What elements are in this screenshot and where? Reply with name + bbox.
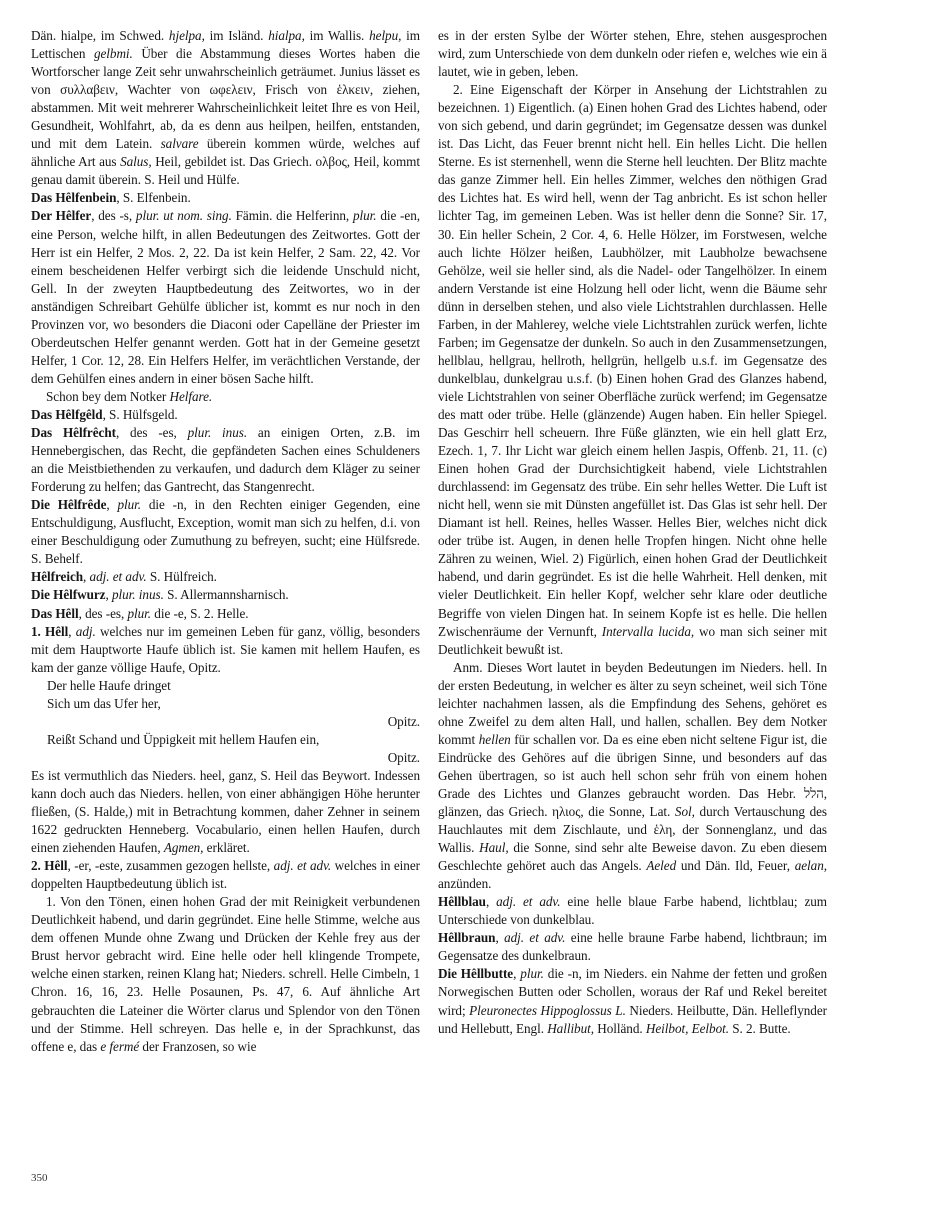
left-column-paragraph	[31, 695, 420, 713]
italic-text: helpu,	[369, 28, 402, 43]
left-column-paragraph	[31, 207, 420, 387]
text-run: ,	[495, 930, 505, 946]
headword: Der Hêlfer	[31, 208, 92, 224]
text-run: die -e, S. 2. Helle.	[151, 605, 249, 621]
left-column-paragraph	[31, 677, 420, 695]
headword: Das Hêll	[31, 605, 79, 621]
italic-text: hellen	[478, 731, 511, 747]
text-run: Dän. hialpe, im Schwed.	[31, 28, 169, 43]
italic-text: adj. et adv.	[89, 569, 147, 585]
italic-text: adj. et adv.	[273, 858, 332, 874]
text-run: Opitz.	[387, 713, 420, 729]
italic-text: Agmen,	[163, 840, 204, 856]
text-run: für schallen vor. Da es eine eben nicht seltene Figur ist, die Eindrücke des Gehöres auf die übrigen Sinne, und besonders auf das Gehen übertragen, so ist auch hell schon sehr früh von einem hohen Grade des Lichtes und Glanzes gebraucht worden. Das Hebr. הלל, glänzen, das Griech. ηλιος, die Sonne, Lat.	[438, 731, 827, 820]
italic-text: Heilbot, Eelbot.	[645, 1020, 729, 1036]
italic-text: plur.	[352, 208, 377, 224]
text-run: Heil, gebildet ist. Das Griech. ολβος, Heil, kommt genau damit überein. S. Heil und Hülfe.	[31, 154, 420, 188]
right-column-paragraph	[438, 659, 827, 894]
text-run: wo man sich seiner mit Deutlichkeit bewußt ist.	[438, 623, 827, 657]
left-column-paragraph	[31, 586, 420, 604]
left-column-paragraph	[31, 767, 420, 857]
text-run: überein kommen würde, welches auf ähnliche Art aus	[31, 136, 420, 170]
headword: Die Hêlfwurz	[31, 587, 106, 603]
italic-text: salvare	[160, 136, 199, 152]
text-run: , S. Hülfsgeld.	[102, 406, 178, 422]
text-run: und Dän. Ild, Feuer,	[676, 858, 795, 874]
headword: Hêllbraun	[438, 930, 496, 946]
italic-text: Haul,	[479, 840, 509, 856]
italic-text: gelbmi.	[93, 46, 133, 62]
text-run: anzünden.	[438, 876, 492, 892]
italic-text: hialpa,	[268, 28, 305, 43]
headword: 1. Hêll	[31, 623, 69, 639]
text-run: ,	[106, 497, 118, 513]
text-run: die -n, im Nieders. ein Nahme der fetten und großen Norwegischen Butten oder Schollen, woraus der Raf und Rekel bereitet wird;	[438, 966, 827, 1018]
text-run: ,	[105, 587, 112, 603]
right-column-paragraph	[438, 929, 827, 965]
text-run: an einigen Orten, z.B. im Hennebergischen, das Recht, die gepfändeten Sachen eines Schuldeners an die Meistbiethenden zu verkaufen, und dadurch dem Kläger zu seiner Forderung zu helfen; das Gantrecht, das Stangenrecht.	[31, 425, 421, 495]
headword: Die Hêlfrêde	[31, 497, 107, 513]
italic-text: adj.	[75, 623, 96, 639]
italic-text: e fermé	[100, 1038, 140, 1054]
right-column-paragraph	[438, 27, 827, 81]
left-column-paragraph	[31, 424, 420, 496]
italic-text: plur. ut nom. sing.	[135, 208, 232, 224]
text-run: Sich um das Ufer her,	[47, 695, 161, 711]
left-column	[31, 27, 420, 1056]
text-run: Schon bey dem Notker	[46, 388, 170, 404]
text-run: , -er, -este, zusammen gezogen hellste,	[67, 858, 274, 874]
text-run: ,	[513, 966, 521, 982]
italic-text: plur.	[117, 497, 142, 513]
left-column-paragraph	[31, 406, 420, 424]
right-column-paragraph	[438, 81, 827, 659]
text-run: S. Allermannsharnisch.	[163, 587, 289, 603]
right-column-paragraph	[438, 893, 827, 929]
italic-text: Hallibut,	[547, 1020, 595, 1036]
text-run: ,	[68, 623, 76, 639]
text-run: S. Hülfreich.	[146, 569, 217, 585]
text-run: 1. Von den Tönen, einen hohen Grad der mit Reinigkeit verbundenen Deutlichkeit habend, und darin gegründet. Eine helle Stimme, welche aus dem offenen Munde ohne Zwang und Drücken der Kehle frey aus der Brust hervor gebracht wird. Eine helle oder hell klingende Trompete, welche einen starken, reinen Klang hat; Nieders. schrell. Helle Cimbeln, 1 Chron. 16, 16, 23. Helle Posaunen, Ps. 47, 6. Auf ähnliche Art gebrauchten die Lateiner die Wörter clarus und Splendor von den Tönen und der Stimme. Hell schreyen. Das helle e, in der Sprachkunst, das offene e, das	[31, 894, 420, 1054]
left-column-paragraph	[31, 857, 420, 893]
text-run: welches nur im gemeinen Leben für ganz, völlig, besonders mit dem Hauptworte Haufe üblich ist. Sie kamen mit hellem Haufen, es kam der ganze völlige Haufe, Opitz.	[31, 623, 421, 675]
left-column-paragraph	[31, 731, 420, 749]
italic-text: Helfare.	[169, 388, 213, 404]
text-run: , S. Elfenbein.	[116, 190, 191, 206]
text-run: die -en, eine Person, welche hilft, in allen Bedeutungen des Zeitwortes. Gott der Herr ist ein Helfer, 2 Mos. 2, 22. Da ist kein Helfer, 2 Sam. 22, 42. Vor einem bescheidenen Helfer verbirgt sich die leidende Unschuld nicht, Gell. In der zweyten Hauptbedeutung des Zeitwortes, wo in der anständigen Schreibart Gehülfe üblicher ist, kommt es nur noch in den Provinzen vor, wo besonders die Diaconi oder Capelläne der Priester im Oberdeutschen Helfer genannt werden. Gott hat in der Gemeine gesetzt Helfer, 1 Cor. 12, 28. Ein Helfers Helfer, im verächtlichen Verstande, der dem Gehülfen eines andern in einer bösen Sache hilft.	[31, 208, 420, 386]
italic-text: aelan,	[794, 858, 827, 874]
italic-text: plur.	[127, 605, 152, 621]
left-column-paragraph	[31, 605, 420, 623]
italic-text: plur. inus.	[187, 425, 248, 441]
text-run: , des -s,	[91, 208, 136, 224]
text-run: Über die Abstammung dieses Wortes haben die Wortforscher lange Zeit sehr unwahrscheinlich geträumet. Junius lässet es von συλλαβειν, Wachter von ωφελειν, Frisch von ἑλκειν, ziehen, abstammen. Mit weit mehrerer Wahrscheinlichkeit leitet Ihre es von Heil, Gesundheit, Wohlfahrt, ab, da es denn aus heilpen, heilfen, entstanden, und mit dem Latein.	[31, 46, 420, 152]
text-run: Es ist vermuthlich das Nieders. heel, ganz, S. Heil das Beywort. Indessen kann doch auch das Nieders. hellen, von einer abhängigen Höhe herunter fließen, (S. Halde,) mit in Betrachtung kommen, daher Zehner in seinem 1622 gedruckten Henneberg. Vocabulario, einen hellen Haufen, durch einen ziehenden Haufen,	[31, 767, 420, 856]
text-run: Anm. Dieses Wort lautet in beyden Bedeutungen im Nieders. hell. In der ersten Bedeutung, in welcher es älter zu seyn scheinet, weil sich Töne leichter nachahmen lassen, als die Empfindung des Sehens, gehöret es ohne Zweifel zu dem alten Hall, und hallen, schallen. Bey dem Notker kommt	[438, 659, 827, 747]
text-run: eine helle blaue Farbe habend, lichtblau; zum Unterschiede von dunkelblau.	[438, 894, 827, 928]
text-run: eine helle braune Farbe habend, lichtbraun; im Gegensatze des dunkelbraun.	[438, 930, 827, 964]
text-run: , des -es,	[78, 605, 128, 621]
text-run: im Wallis.	[304, 28, 370, 43]
headword: Hêlfreich	[31, 569, 84, 585]
left-column-paragraph	[31, 713, 420, 731]
text-run: welches in einer doppelten Hauptbedeutung üblich ist.	[31, 858, 420, 892]
italic-text: adj. et adv.	[504, 930, 566, 946]
italic-text: Intervalla lucida,	[601, 623, 695, 639]
left-column-paragraph	[31, 893, 420, 1055]
text-run: Reißt Schand und Üppigkeit mit hellem Haufen ein,	[47, 731, 320, 747]
left-column-paragraph	[31, 388, 420, 406]
text-run: S. 2. Butte.	[728, 1020, 791, 1036]
text-run: die Sonne, sind sehr alte Beweise davon. Zu eben diesem Geschlechte gehöret auch das Angels.	[438, 840, 827, 874]
italic-text: Salus,	[120, 154, 152, 170]
text-run: es in der ersten Sylbe der Wörter stehen, Ehre, stehen ausgesprochen wird, zum Unterschiede von dem dunkeln oder riefen e, welches wie ein ä lautet, wie in geben, leben.	[438, 28, 827, 80]
text-run: durch Vertauschung des Hauchlautes mit dem Zischlaute, und ἑλη, der Sonnenglanz, und das Wallis.	[438, 804, 827, 856]
text-run: ,	[83, 569, 90, 585]
left-column-paragraph	[31, 27, 420, 189]
italic-text: plur. inus.	[111, 587, 164, 603]
text-run: 2. Eine Eigenschaft der Körper in Ansehung der Lichtstrahlen zu bezeichnen. 1) Eigentlich. (a) Einen hohen Grad des Lichtes habend, oder von sich gebend, und darin gegründet; im Gegensatze dessen was dunkel ist. Das Licht, das Feuer brennt nicht hell. Ein helles Licht. Die hellen Sterne. Es ist sternenhell, wenn die Sterne hell leuchten. Der Blitz machte das ganze Zimmer hell. Ein helles Zimmer, welches den nöthigen Grad des Lichtes hat. Es wird hell, wenn der Tag anbricht. Es ist schon heller lichter Tag, im gemeinen Leben. Was ist heller denn die Sonne? Sir. 17, 30. Ein heller Schein, 2 Cor. 4, 6. Helle Hölzer, im Forstwesen, welche auch lichte Hölzer heißen, Laubhölzer, mit Laubholze bewachsene Gehölze, weil sie heller sind, als die Nadel- oder Tangelhölzer. In einem andern Verstande ist eine Holzung hell oder licht, wenn die Bäume sehr dünn in derselben stehen, und also viele Lichtstrahlen durchlassen. Helle Farben, in der Mahlerey, welche viele Lichtstrahlen zurück werfen, lichte Farben; im Gegensatze der dunkeln. So auch in den Zusammensetzungen, hellblau, hellgrau, hellroth, hellgrün, hellgelb u.s.f. im Gegensatze des dunkelblau, dunkelgrau u.s.f. (b) Einen hohen Grad des Glanzes habend, viele Lichtstrahlen von seiner Oberfläche zurück werfend; im Gegensatze des matt oder trübe. Helle (glänzende) Augen haben. Ein heller Spiegel. Das Geschirr hell scheuern. Ihre Füße glänzten, wie ein hell glatt Erz, Ezech. 1, 7. Ihr Licht war gleich einem hellen Jaspis, Offenb. 21, 11. (c) Einen hohen Grad der Durchsichtigkeit habend, viele Lichtstrahlen durchlassend: im Gegensatz des trübe. Ein sehr helles Wetter. Die Luft ist nicht hell, wenn sie mit Dünsten angefüllet ist. Das Glas ist sehr hell. Der Diamant ist hell. Reines, helles Wasser. Helles Bier, welches nicht dick oder trübe ist. Augen, in denen helle Tropfen hingen. Nicht ohne helle Zähren zu weinen, Wiel. 2) Figürlich, einen hohen Grad der Deutlichkeit habend, und darin gegründet. Es ist die helle Wahrheit. Hell denken, mit vieler Deutlichkeit. Ein heller Kopf, welcher sehr klare oder deutliche Begriffe von vielen Dingen hat. In seinem Kopfe ist es helle. Die hellen Zwischenräume der Vernunft,	[438, 82, 827, 639]
headword: 2. Hêll	[31, 858, 68, 874]
headword: Das Hêlfenbein	[31, 190, 117, 206]
page-number: 350	[31, 1172, 48, 1184]
text-run: im Isländ.	[204, 28, 269, 43]
text-run: Holländ.	[594, 1020, 646, 1036]
italic-text: Aeled	[646, 858, 677, 874]
text-run: im Lettischen	[31, 28, 420, 62]
text-run: , des -es,	[115, 425, 188, 441]
text-run: die -n, in den Rechten einiger Gegenden, eine Entschuldigung, Ausflucht, Exception, womit man sich zu helfen, d.i. von einer Beschuldigung oder Zumuthung zu befreyen, sucht; eine Hülfsrede. S. Behelf.	[31, 497, 420, 567]
italic-text: hjelpa,	[168, 28, 205, 43]
text-run: erkläret.	[203, 840, 250, 856]
text-run: Opitz.	[387, 749, 420, 765]
italic-text: Pleuronectes Hippoglossus L.	[469, 1002, 626, 1018]
left-column-paragraph	[31, 496, 420, 568]
headword: Die Hêllbutte	[438, 966, 514, 982]
italic-text: plur.	[520, 966, 544, 982]
right-column-paragraph	[438, 965, 827, 1037]
text-run: Der helle Haufe dringet	[47, 677, 171, 693]
text-run: ,	[485, 894, 497, 910]
left-column-paragraph	[31, 623, 420, 677]
text-run: Nieders. Heilbutte, Dän. Helleflynder und Hellebutt, Engl.	[438, 1002, 827, 1036]
right-column	[438, 27, 827, 1038]
italic-text: adj. et adv.	[496, 894, 561, 910]
left-column-paragraph	[31, 189, 420, 207]
left-column-paragraph	[31, 568, 420, 586]
headword: Hêllblau	[438, 894, 486, 910]
italic-text: Sol,	[674, 804, 695, 820]
headword: Das Hêlfrêcht	[31, 425, 116, 441]
text-run: Fämin. die Helferinn,	[231, 208, 353, 224]
left-column-paragraph	[31, 749, 420, 767]
headword: Das Hêlfgêld	[31, 406, 103, 422]
text-run: der Franzosen, so wie	[139, 1038, 257, 1054]
